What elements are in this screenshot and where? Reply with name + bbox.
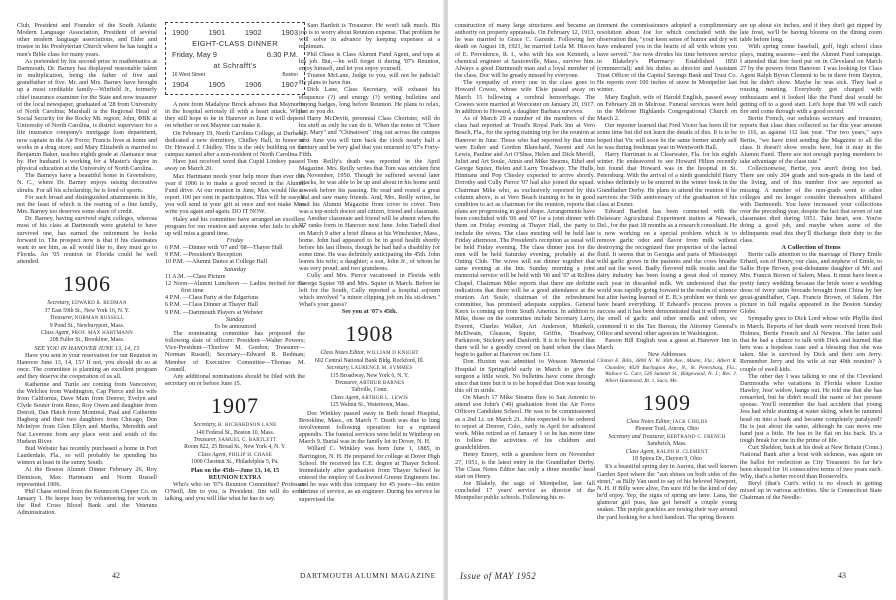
- paragraph: Phil Chase is Class Alumni Fund Agent, and tops at his job. But,—he will forget it during '07's Reunion, enjoy himself, and let you enjoy yourself.: [299, 50, 440, 72]
- officer-secretary: Secretary, H. RICHARDSON LANE 140 Federal St., Boston 10, Mass.: [193, 422, 277, 436]
- new-addresses-heading: New Addresses: [647, 351, 687, 359]
- paragraph: On February 19, North Carolina College, at Durham, dedicated a new dormitory, Chidley Hall, in honor of Dr. Howard J. Chidley. This is the only building on the campus named after a non-resident of North Carolina.: [165, 129, 305, 159]
- paragraph: Edward Bartlett has been connected with the Delaware Agricultural Experiment station at Newark, Del., for the past 18 months as a research consultant. He is now working on a special problem which is to remove garlic odor and flavor from milk without destroying the recognized fine properties of the lacteal fluid. It seems that in Georgia and parts of Mississippi wild garlic grows in the pastures and the cows breathe and eat the weed. Badly flavored milk results and the dairy industry has been losing a great deal of money each year in discarded milk. We understood that the world was rapidly going forward in the realm of science but after having learned of E. B.'s problem we think we have heard everything. If Edward's process proves a success and it has been demonstrated that it will remove the smell of garlic and other smells and odors, we commend it to the Tax Bureau, the Attorney General's Office and several other agencies in Washington.: [597, 208, 737, 337]
- paragraph: Max Hartmann needs your help more than ever this year if 1906 is to make a good record in the Alumni Fund drive. At our reunion in June, Max would like to report 100 per cent in participation. This will be easy if you will send in your gift at once and not make Max write you again and again. DO IT NOW.: [165, 172, 305, 216]
- paragraph: The sympathy of every one in the class goes to Howard Cowee, whose wife Elsie passed away on March 15 following a cerebral hemorrhage. The Cowees were married at Worcester on January 20, 1917. In addition to Howard, a daughter Barbara survives.: [455, 79, 595, 115]
- paragraph: Harry McDevitt, perennial Class Chorister, will do his stuff as only he can do it. When the notes of "Cheer Up, Mary" and "Chinatown" ring out across the campus next June you will turn back the clock nearly half a century and be very glad that you returned to '07's Forty-Fifth.: [299, 115, 440, 158]
- paragraph: Curt Sheldon, back at his desk at New Britain (Conn.) National Bank after a bout with sickness, was again on the ballot for reelection as City Treasurer. So far he's been elected for 16 consecutive terms of two years each. Why, that's a better record than Roosevelt's.: [740, 444, 882, 480]
- column-6: [740, 22, 882, 501]
- column-1: [17, 22, 157, 517]
- officer-class-agent: Class Agent, PHILIP H. CHASE 1000 Chestnut St., Philadelphia 5, Pa.: [191, 451, 279, 466]
- paragraph: Bertie calls attention to the marriage of Henry Emile Erhard, son of Henry, our class, and nephew of Emile, to Sallie Hope Brown, post-debutante daughter of Mr. and Mrs. Francis Brown of Salem, Mass. It must have been a pretty fancy wedding because the bride wore a wedding dress of ivory satin brocade brought from China by her great-grandfather, Capt. Francis Brown, of Salem. Her picture in full regalia appeared in the Boston Sunday Globe.: [740, 251, 882, 316]
- paragraph: The Barneys have a beautiful home in Greensboro, N. C., where Dr. Barney enjoys raising decorative shrubs. For all his scholarship, he is fond of sports.: [17, 172, 157, 194]
- years-top-row: 1900 1901 1902 1903: [172, 28, 298, 37]
- dinner-date-row: Friday, May 9 6:30 P.M.: [172, 50, 298, 59]
- paragraph: It's a beautiful spring day in Aurora, that well known Garden Spot where the "sun shines on both sides of the street," as Billy Van used to say of his beloved Newport, N. H. If Billy were alive, I'm sure it'd be the kind of day he'd enjoy. Yep, the signs of spring are here. Lana, the glamour girl puss, has got herself a couple young snakes. The purple grackles are nosing their way around the yard looking for a feed handout. The spring flowers: [597, 463, 737, 521]
- paragraph: Another classmate and friend will be absent when the '07 ranks form in Hanover next June. John Tarbell died on March 9 after a brief illness at his Winchester, Mass., home. John had appeared to be in good health shortly before his last illness, though he had had a disability for some time. He was definitely anticipating the 45th. John leaves his wife; a daughter; a son, John Jr., of whom he was very proud; and two grandsons.: [299, 215, 440, 273]
- paragraph: Have you sent in your reservation for our Reunion in Hanover June 13, 14, 15? If not, you should do so at once. The committee is planning an excellent program and they deserve the cooperation of us all.: [17, 351, 157, 381]
- paragraph: Tom Reilly's death was reported in the April Magazine. Mrs. Reilly writes that Tom was stricken first in November, 1950. Though he suffered several later attacks, he was able to be up and about in his home until a week before his passing. He read and rested a great deal and saw many friends. And, Mrs. Reilly writes, he read his Alumni Magazine from cover to cover. Tom was a top-notch doctor and citizen, friend and classmate.: [299, 157, 440, 216]
- paragraph: Doc Winkley passed away in Beth Israel Hospital, Brookline, Mass., on March 7. Death was due to lung involvement following operation for a ruptured appendix. The funeral services were held in Winthrop on March 9. Burial was in the family lot in Dover, N. H.: [299, 409, 440, 446]
- paragraph: Cully and Mrs. Pierce vacationed in Florida with George Squier '08 and Mrs. Squier in March. Before he left for the South, Cully reported a hospital sojourn which involved "a minor clipping job on his sit-down." What's your guess?: [299, 272, 440, 309]
- issue-date: Issue of MAY 1952: [460, 571, 537, 581]
- schedule-item: 6 P.M. —Class Dinner at Thayer Hall: [165, 301, 259, 309]
- page-number: 42: [112, 571, 120, 580]
- section-heading: A Collection of Items: [781, 243, 841, 251]
- left-page: [0, 0, 445, 600]
- dinner-venue: at Schrafft's: [213, 61, 257, 70]
- officer-secretary-treasurer: Secretary and Treasurer, BERTRAND C. FRENCH Sandwich, Mass.: [608, 433, 726, 448]
- paragraph: Willard C. Winkley was born June 1, 1885, in Barrington, N. H. He prepared for college at Dover High School. He received his C.E. degree at Thayer School. Immediately after graduation from Thayer School he entered the employ of Lockwood Greene Engineers Inc. and he was with this company for 45 years—his entire lifetime of service, as an engineer. During his service he supervised the: [299, 445, 440, 503]
- officer-class-agent: Class Agent, ARTHUR L. LEWIS 125 Walnut St., Watertown, Mass.: [329, 394, 410, 409]
- officer-notes-editor: Class Notes Editor, WILLIAM D KNIGHT 602 Central National Bank Bldg. Rockford, Ill.: [314, 350, 425, 364]
- reunion-slogan: SEE YOU IN HANOVER JUNE 13, 14, 15: [34, 344, 140, 352]
- paragraph: construction of many large structures and became an authority on property appraisals. On February 12, 1913, he was married to Grace C. Garside. Following her death on August 18, 1921, he married Leila M. Hiscox of E. Providence, R. I., who with his son Kenneth, a chemical engineer at Saxtonville, Mass., survive him. Always a good Dartmouth man and a loyal member of the class, Doc will be greatly missed by everyone.: [455, 22, 595, 80]
- paragraph: Beryl (that's Curt's wife) is no slouch in getting mixed up in various activities. She is Connecticut State Chairman of the Needle-: [740, 480, 882, 502]
- reunion-plan: Plan on the 45th—June 13, 14, 15: [190, 466, 280, 474]
- schedule-sunday-note: To be announced: [213, 322, 257, 330]
- officer-treasurer: Treasurer, NORMAN RUSSELL 9 Pond St., Newburyport, Mass.: [49, 315, 125, 329]
- column-4: [455, 22, 595, 501]
- schedule-item: 6 P.M. —Dinner with '07 and '08—Thayer Hall: [165, 244, 283, 252]
- schedule-item: 11 A.M. —Class Picture: [165, 272, 226, 280]
- eight-class-dinner-box: [165, 22, 305, 95]
- paragraph: Joe Blakely, the sage of Montpelier, last fall concluded 17 years' service as director of the Montpelier public schools. Following his re-: [455, 480, 595, 502]
- paragraph: Have just received word that Cupid Lindsey passed away on March 20.: [165, 158, 305, 173]
- class-year-heading: 1906: [63, 271, 111, 297]
- magazine-title: DARTMOUTH ALUMNI MAGAZINE: [300, 571, 436, 580]
- paragraph: As of March 29 a number of the members of the class had reported at Tread's Royal Park Inn at Vero Beach, Fla., for the spring training trip for the reunion at Hanover in June. Those who had reported by that time were Esther and Gordon Blanchard, Naomi and Art Lewis, Pauline and Art O'Shea, Helen and Dick Merrill, Juliet and Art Soule, Annis and Mike Stearns, Ethel and George Squier, Helen and Larry Treadway. The Hulls, Hinmans and Pop Chesley expected to arrive shortly. Dorothy and Cully Pierce '07 had also joined the squad. Chairman Mike who, as exclusively reported by this column above, is at Vero Beach training to be in good condition to act as chairman for the reunion, reports that plans are progressing in good shape. Arrangements have been concluded with '06 and '07 for a joint dinner with them on Friday evening at Thayer Hall, the party to include the wives. The class meeting will be held late Friday afternoon. The President's reception as usual will be held Friday evening. The class dinner just for the men will be held Saturday evening, probably at the Outing Club. The wives will eat dinner together that same evening at the Inn. Sunday morning a joint memorial service will be held with '06 and '07 at Rollins Chapel. Chairman Mike reports that there are definite indications that there will be a good attendance at the reunion. Art Soule, chairman of the refreshment committee, has promised adequate supplies. General Knox is coming up from South America. In addition to Mike, those on the committee include Secretary Larry, Everett, Charles Walker, Art Anderson, Munkelt, McElwain, Gleason, Squier, Griffin, Treadway, Parkinson, Stickney and Danforth. It is to be hoped that there will be a goodly crowd on hand when the class begin to gather at Hanover on June 13.: [455, 115, 595, 359]
- schedule-item: 4 P.M. —Class Party at the Edgertons: [165, 294, 259, 302]
- paragraph: At the Boston Alumni Dinner February 26, Roy Dennison, Max Hartmann and Norm Russell represented 1906.: [17, 466, 157, 488]
- column-5: [597, 22, 737, 521]
- paragraph: For such broad and distinguished attainments in life, not the least of which is the rearing of a fine family, Mrs. Barney too deserves some share of credit.: [17, 193, 157, 216]
- paragraph: Any additional nominations should be filed with the secretary on or before June 15.: [165, 372, 305, 388]
- paragraph: Parson Bill English was a guest at Hanover Inn in March.: [597, 336, 737, 352]
- officer-class-agent: Class Agent, RALPH B. CLEMENT 18 Spirea Dr., Dayton 9, Ohio: [625, 448, 709, 462]
- officer-treasurer: Treasurer, SAMUEL C. BARTLETT Room 822, 25 Broad St., New York 4, N. Y.: [184, 437, 286, 451]
- officer-class-agent: Class Agent, PROF. MAX HARTMANN 208 Fuller St., Brookline, Mass.: [40, 329, 134, 344]
- paragraph: Harry Harriman is at Clearwater, Fla. for his eighth winter. He endeavored to see Howard Hilton recently but found that Howard was in the hospital in St. Petersburg. With the arrival of a ninth grandchild Harry wishes definitely to be entered in the winter book in the Grandfather Derby. He plans to attend the reunion if he survives the 50th anniversary of the graduation of his class at Exeter.: [597, 150, 737, 208]
- column-2: [165, 22, 305, 502]
- paragraph: A note from Madalyne Brock advises that Maynor is in the hospital seriously ill with a heart attack. While they still hope to be in Hanover in June it will depend on whether or not Maynor can make it.: [165, 101, 305, 130]
- schedule-item: 9 P.M. —President's Reception: [165, 251, 242, 259]
- paragraph: The other day I was talking to one of the Cleveland Dartmouths who vacations in Florida where Louise Hawley, Jess' widow, hangs out. He told me that she has remarried, but he didn't recall the name of her present spouse. You'll remember the bad accident that young Jess had while stunting at water skiing, when he rammed head on into a bank and became completely paralyzed? He is just about the same, although he can move one hand just a little. He has to lie flat on his back. It's a tough break for one in the prime of life.: [740, 372, 882, 445]
- schedule-day-friday: Friday: [226, 236, 244, 244]
- schedule-item: 12 Noon—Alumni Luncheon — Ladies invited for the first time: [165, 279, 305, 295]
- paragraph: Dr. Barney, having survived eight colleges, whereas most of his class at Dartmouth were grateful to have survived one, has earned the retirement he looks forward to. The prospect now is that if his classmates want to see him, as all would like to, they must go to Florida. An '05 reunion in Florida could be well attended.: [17, 215, 157, 266]
- paragraph: Haley and his committee have arranged an excellent program for our reunion and anyone who fails to show up will miss a grand time.: [165, 215, 305, 237]
- paragraph: are up about six inches, and if they don't get nipped by late frost, we'll be having blooms on the dining room table before long.: [740, 22, 882, 44]
- dinner-address-row: 16 West Street Boston: [172, 72, 298, 78]
- paragraph: Bertie French, our sedulous secretary and treasurer, reports that class dues collected so far this year amount to 116, as against 112 last year. "For two years," says Bertie, "we have tried sending the Magazine to all the class. It doesn't show results here, but it may in the Alumni Fund. There are not enough paying members to take advantage of the class rate.": [740, 115, 882, 165]
- paragraph: Dick Lane, Class Secretary, will exhaust his eloquence (?) and energy (?) writing bulletins and buying badges, long before Reunion. He plans to relax, just as you do.: [299, 86, 440, 115]
- see-you-note: See you at '07's 45th.: [341, 308, 398, 316]
- paragraph: Don Huxton was admitted to Wesson Memorial Hospital in Springfield early in March to give the surgeon a little work. No bulletins have come through since that time but it is to be hoped that Don was tossing this off in stride.: [455, 358, 595, 394]
- paragraph: Our reporter learned that Fred Victor has been ill for some time but did not learn the details of this. It is to be hoped that Vic will soon be the same former sturdy self he was during freshman year in Wentworth Hall.: [597, 122, 737, 151]
- reunion-extra: REUNION EXTRA: [208, 473, 262, 481]
- class-year-heading: 1907: [211, 393, 259, 419]
- paragraph: Katherine and Turtle are coming from Vancouver, the Welches from Washington, Cap Pierce and his wife from California, Dave Main from Denver, Evelyn and Clyde Souter from Reno, Roy Owen and daughter from Detroit, Dan Hatch from Montreal, Paul and Catherine Hagberg and their two daughters from Chicago, Don McIntyre from Glen Ellyn and Martha, Meredith and Nat Leverone from any place west and south of the Hudson River.: [17, 380, 157, 445]
- schedule-day-sunday: Sunday: [225, 315, 245, 323]
- years-bottom-row: 1904 1905 1906 1907: [172, 80, 298, 89]
- officer-secretary: Secretary, EDWARD R. REDMAN 37 East 59th St., New York 16, N. Y.: [44, 300, 130, 314]
- column-3: [299, 22, 440, 503]
- paragraph: tirement the commissioners adopted a complimentary resolution about Joe for which concluded with the observation that, "your keen sense of humor and dry wit have endeared you in the hearts of all with whom you have served." Joe now divides his time between service in Blakeley's Pharmacy: Established 1850 (commercial); and his duties as director and Assistant Trust Officer of the Capitol Savings Bank and Trust Co. He reports over 100 inches of snow in Montpelier last winter.: [597, 22, 737, 94]
- new-addresses-list: Clinton E. Bills, 3808 N. W. 36th Ave., Miami, Fla.; Albert R. Chandler, 4020 Burlington Ave., N., St. Petersburg, Fla.; Wallace G. Carr, 526 Summit St., Ridgewood, N. J.; Rev. J. Albert Hammond, Rt. 1, Saco, Me.: [597, 358, 737, 384]
- paragraph: Mary English, wife of Harold English, passed away on February 28 in Melrose. Funeral services were held in the Melrose Highlands Congregational Church on March 2.: [597, 93, 737, 123]
- page-number: 43: [838, 571, 846, 580]
- paragraph: Bud Webster has recently purchased a home in Fort Lauderdale, Fla., so will probably be spending his winters at least in the sunny South.: [17, 444, 157, 467]
- class-year-heading: 1908: [345, 321, 394, 347]
- paragraph: Collectionwise, Bertie, you aren't doing too bad. There are only 204 grads and non-grads in the land of the living, and of this number five are reported as missing. A number of the non-grads went to other colleges and no longer consider themselves affiliated with Dartmouth. You have increased your collections over the preceding year, despite the fact that seven of our classmates died during 1951. Take heart, son. You're doing a good job, and maybe when some of the delinquents read this they'll discharge their duty to the class.: [740, 165, 882, 244]
- officer-treasurer: Treasurer, ARTHUR BARNES Taftville, Conn.: [334, 380, 405, 394]
- paragraph: Trustee McLane, Judge to you, will not be judicial! He plans to have fun.: [299, 72, 440, 87]
- paragraph: Henry Emery, with a grandson born on November 27, 1951, is the latest entry in the Grandfather Derby. The Class Notes Editor has only a three months' head start on Henry.: [455, 451, 595, 480]
- schedule-day-saturday: Saturday: [223, 265, 247, 273]
- officer-secretary: Secretary, LAURENCE M. SYMMES 115 Broadway, New York 6, N. Y.: [326, 365, 413, 379]
- schedule-item: 9 P.M. —Dartmouth Players at Webster: [165, 308, 263, 316]
- paragraph: With spring come baseball, golf, high school class plays, mating seasons—and the Alumni Fund campaign. I attended that free feed put on in Cleveland on March 27 by the powers from Hanover. I was looking for Class Agent Ralph Byron Clement to be in there from Dayton, but he didn't show. Maybe he was sick. They had a rousing meeting. Everybody got charged with enthusiasm and it looked like the Fund deal would be getting off to a good start. Let's hope that '09 will catch fire and come through with a good record.: [740, 43, 882, 115]
- paragraph: Sam Bartlett is Treasurer. He won't talk much. His job is to worry about Reunion expense. That problem he will solve in advance by keeping expenses at a minimum.: [299, 22, 440, 51]
- paragraph: Club, President and Founder of the South Atlantic Modern Language Association, President of several other modern language associations, and Elder and trustee in his Presbyterian Church where he has taught a men's Bible class for many years.: [17, 22, 157, 58]
- paragraph: The nominating committee has proposed the following slate of officers: President—Walter Powers; Vice-President—Thurlow M. Gordon; Treasurer—Norman Russell; Secretary—Edward R. Redman; Member of Executive Committee—Thomas M. Connell.: [165, 330, 305, 373]
- paragraph: Sympathy goes to Dick Lord whose wife Phyllis died in March. Reports of her death were received from Bob Holmes, Bertie French and Al Newton. The latter said that he had a chance to talk with Dick and learned that hers was a hopeless case and a blessing that she was taken. She is survived by Dick and their son Jerry. Remember Jerry and his wife at our 40th reunion? A couple of swell kids.: [740, 315, 882, 373]
- paragraph: As portended by his second prize in mathematics at Dartmouth, Dr. Barney has displayed reasonable talent in multiplication, being the father of five and grandfather of five. Mr. and Mrs. Barney have brought up a most creditable family—Winfield Jr., formerly chief insurance examiner for the State and now treasurer of the local newspaper, graduated at '28 from University of North Carolina; Marshall is the Regional Head of Social Security for the Rocky Mt. region; John, ΦBK at University of North Carolina, is district supervisor for a life insurance company's mortgage loan department, now captain in the Air Force; Francis lives at home and works in a drug store; and Mary Elizabeth is married to Benjamin Baker, teaches eighth grade at Alamance near by. Her husband is working for a Master's degree in physical education at the University of North Carolina.: [17, 57, 157, 173]
- class-year-heading: 1909: [643, 389, 691, 415]
- officer-notes-editor: Class Notes Editor, JACK CHILDS Pioneer Trail, Aurora, Ohio: [626, 418, 708, 433]
- dinner-title: EIGHT-CLASS DINNER: [192, 39, 278, 48]
- paragraph: On March 17 Mike Stearns flew to San Antonio to attend son John's ('49) graduation from the Air Force Officers Candidate School. He was to be commissioned as a 2nd Lt. on March 21. John expected to be ordered to report at Denver, Colo., early in April for advanced work. Mike retired as of January 1 so he has more time to follow the activities of his children and grandchildren.: [455, 394, 595, 452]
- schedule-item: 10 P.M. —Alumni Dance at College Hall: [165, 258, 268, 266]
- paragraph: Phil Chase retired from the Kennecott Copper Co. on January 1. He keeps busy by volunteering for work in the Red Cross Blood Bank and the Veterans Administration.: [17, 487, 157, 517]
- paragraph: Who's who on '07's Reunion Committee? Professor O'Neill, Jim to you, is President. Jim will do some talking, and you will like what he has to say.: [165, 481, 305, 503]
